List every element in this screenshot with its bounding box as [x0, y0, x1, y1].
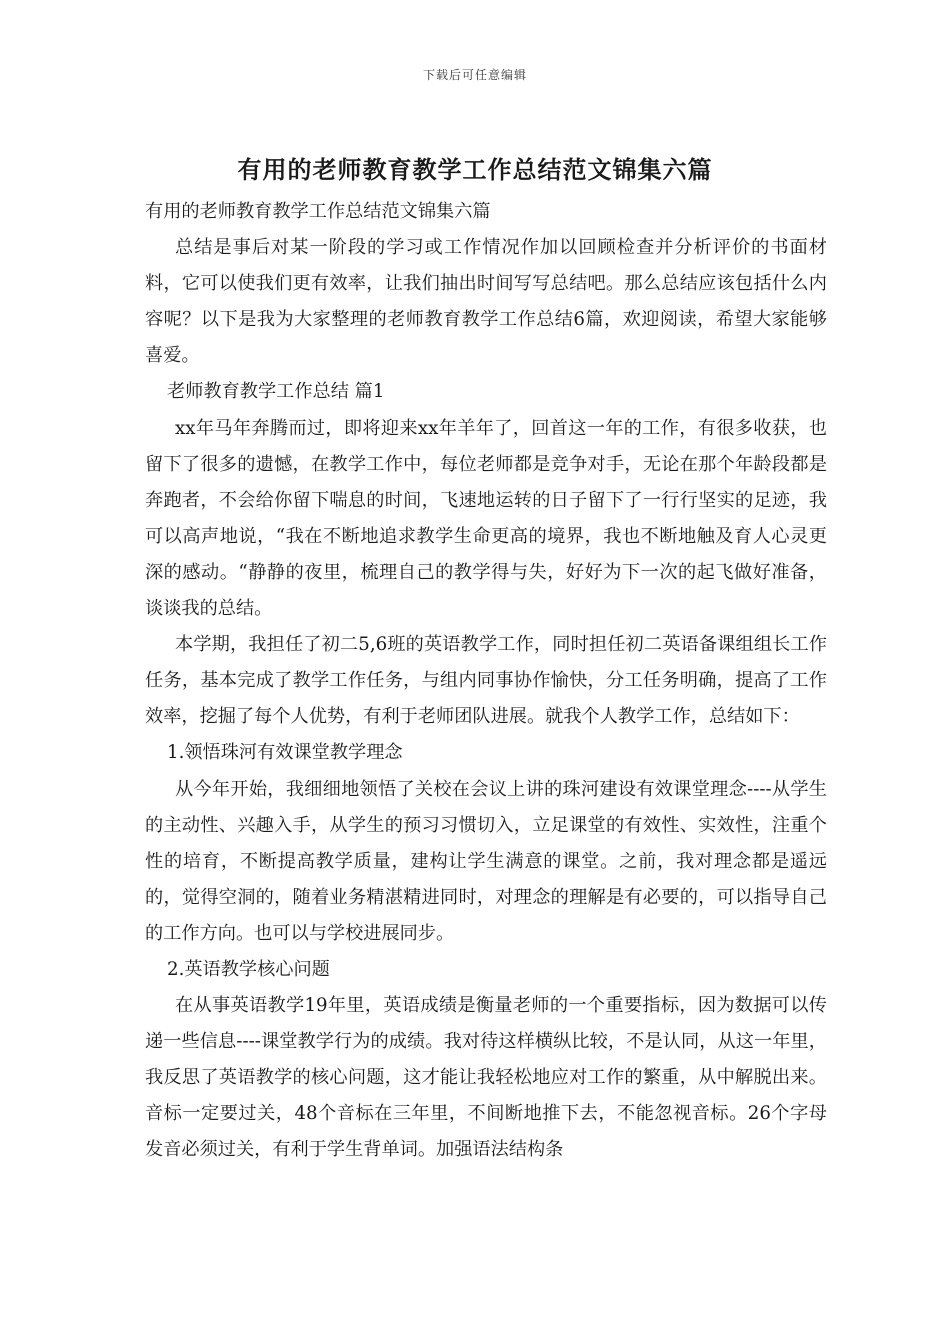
document-subtitle: 有用的老师教育教学工作总结范文锦集六篇 — [145, 201, 491, 222]
paragraph-core-issues: 在从事英语教学19年里，英语成绩是衡量老师的一个重要指标，因为数据可以传递一些信息----课堂教学行为的成绩。我对待这样横纵比较，不是认同，从这一年里，我反思了英语教学的核心问题，这才能让我轻松地应对工作的繁重，从中解脱出来。音标一定要过关，48个音标在三年里，不间断地推下去，不能忽视音标。26个字母发音必须过关，有利于学生背单词。加强语法结构条 — [145, 995, 827, 1161]
paragraph-teaching-philosophy: 从今年开始，我细细地领悟了关校在会议上讲的珠河建设有效课堂理念----从学生的主动性、兴趣入手，从学生的预习习惯切入，立足课堂的有效性、实效性，注重个性的培育，不断提高教学质量，建构让学生满意的课堂。之前，我对理念都是遥远的，觉得空洞的，随着业务精湛精进同时，对理念的理解是有必要的，可以指导自己的工作方向。也可以与学校进展同步。 — [145, 778, 827, 944]
section-heading-1: 老师教育教学工作总结 篇1 — [167, 381, 385, 403]
subheading-2: 2.英语教学核心问题 — [167, 958, 330, 980]
paragraph-semester: 本学期，我担任了初二5,6班的英语教学工作，同时担任初二英语备课组组长工作任务，基本完成了教学工作任务，与组内同事协作愉快，分工任务明确，提高了工作效率，挖掘了每个人优势，有利于老师团队进展。就我个人教学工作，总结如下： — [145, 634, 827, 728]
document-body — [145, 194, 827, 1169]
paragraph-intro: 总结是事后对某一阶段的学习或工作情况作加以回顾检查并分析评价的书面材料，它可以使我们更有效率，让我们抽出时间写写总结吧。那么总结应该包括什么内容呢？以下是我为大家整理的老师教育教学工作总结6篇，欢迎阅读，希望大家能够喜爱。 — [145, 237, 827, 367]
document-title: 有用的老师教育教学工作总结范文锦集六篇 — [237, 155, 713, 184]
subheading-1: 1.领悟珠河有效课堂教学理念 — [167, 742, 403, 764]
header-note: 下载后可任意编辑 — [422, 68, 527, 82]
paragraph-year-review: xx年马年奔腾而过，即将迎来xx年羊年了，回首这一年的工作，有很多收获，也留下了很多的遗憾，在教学工作中，每位老师都是竞争对手，无论在那个年龄段都是奔跑者，不会给你留下喘息的时间，飞速地运转的日子留下了一行行坚实的足迹，我可以高声地说，“我在不断地追求教学生命更高的境界，我也不断地触及育人心灵更深的感动。“静静的夜里，梳理自己的教学得与失，好好为下一次的起飞做好准备，谈谈我的总结。 — [145, 417, 827, 620]
